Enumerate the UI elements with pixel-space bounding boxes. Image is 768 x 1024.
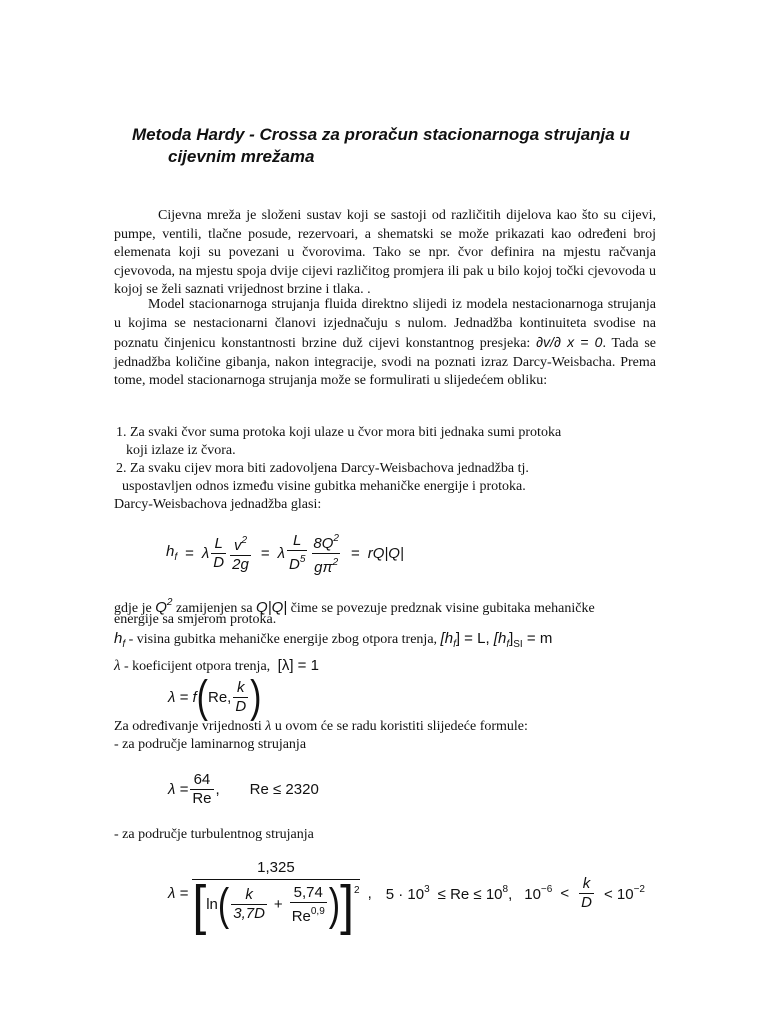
list-item-1a: 1. Za svaki čvor suma protoka koji ulaze u čvor mora biti jednaka sumi protoka [116, 425, 562, 440]
paragraph-model-part1: Model stacionarnoga strujanja fluida direktno slijedi iz modela nestacionarnoga strujanja u kojima se nestacionarni članovi izjednačuju s nulom. Jednadžba kontinuiteta svodise na poznatu činjenicu konstantnosti brzine duž cijevi konstantnog presjeka: [114, 297, 656, 352]
text-gdje-line2: energije sa smjerom protoka. [114, 612, 277, 627]
eq1-frac-v2g: $\frac{v^2}{2g}$ [232, 535, 249, 573]
text-gdje-line1: gdje je $Q^2$ zamijenjen sa Q|Q| čime se povezuje predznak visine gubitaka mehaničke [114, 597, 595, 616]
paragraph-model [114, 296, 656, 391]
hf-definition-line: $h_f$ - visina gubitka mehaničke energije zbog otpora trenja, $[h_f] = L$, $[h_f]_{SI} = m$ [114, 630, 553, 650]
title-line-1: Metoda Hardy - Crossa za proračun stacionarnoga strujanja u [132, 125, 630, 144]
equation-turbulent: λ = 1,325 [ ln ( $\frac{k}{3,7D}$ + $\frac{5,74}{Re^{0,9}}$ ) ] 2 , $5 \cdot 10^3$ ≤ $Re \le 10^8$, $10^{-6}$ < $\frac{k}{D}$ < $10^{-2}$ [168, 858, 645, 936]
eq1-frac-ld5: $\frac{L}{D^5}$ [288, 532, 306, 573]
eq1-rhs: rQ|Q| [367, 544, 404, 562]
list-item-2b: uspostavljen odnos između visine gubitka mehaničke energije i protoka. [122, 479, 526, 494]
eq1-frac-8q2: $\frac{8Q^2}{g\pi^2}$ [313, 532, 339, 576]
darcy-label: Darcy-Weisbachova jednadžba glasi: [114, 497, 322, 512]
eq1-hf: $h_f$ [166, 543, 178, 563]
list-item-1b: koji izlaze iz čvora. [126, 443, 236, 458]
eq1-frac-ld: $\frac{L}{D}$ [213, 534, 225, 571]
laminar-label: - za područje laminarnog strujanja [114, 737, 307, 752]
equation-laminar: λ = $\frac{64}{Re}$ , Re ≤ 2320 [168, 770, 319, 807]
list-item-2a: 2. Za svaku cijev mora biti zadovoljena Darcy-Weisbachova jednadžba tj. [116, 461, 529, 476]
lambda-definition-line: λ - koeficijent otpora trenja, [λ] = 1 [114, 657, 319, 674]
continuity-formula: ∂v/∂ x = 0 [536, 334, 603, 351]
document-title [132, 124, 692, 168]
paragraph-model-part2: . Tada se jednadžba količine gibanja, nakon integracije, svodi na poznati izraz Darcy-Weisbacha. Prema tome, model stacionarnoga strujanja može se formulirati u slijedećem obliku: [114, 336, 657, 389]
equation-lambda-function: λ = f ( Re, $\frac{k}{D}$ ) [168, 672, 262, 722]
text-odredjivanje: Za određivanje vrijednosti λ u ovom će se radu koristiti slijedeće formule: [114, 719, 528, 734]
paragraph-intro: Cijevna mreža je složeni sustav koji se sastoji od različitih dijelova kao što su cijevi, pumpe, ventili, tlačne posude, rezervoari, a shematski se može prikazati kao određeni broj elemenata koji su povezani u čvorovima. Tako se npr. čvor definira na mjestu račvanja cjevovoda, na mjestu spoja dvije cijevi različitog promjera ili pak u bilo kojoj točki cjevovoda u kojoj se želi saznati vrijednost brzine i tlaka. . [114, 208, 656, 298]
title-line-2: cijevnim mrežama [168, 147, 315, 166]
equation-darcy-weisbach: $h_f$ = λ $\frac{L}{D}$ $\frac{v^2}{2g}$ = λ $\frac{L}{D^5}$ $\frac{8Q^2}{g\pi^2}$ = rQ|Q| [166, 528, 404, 578]
turbulent-label: - za područje turbulentnog strujanja [114, 827, 314, 842]
eq1-lambda: λ [201, 544, 210, 562]
